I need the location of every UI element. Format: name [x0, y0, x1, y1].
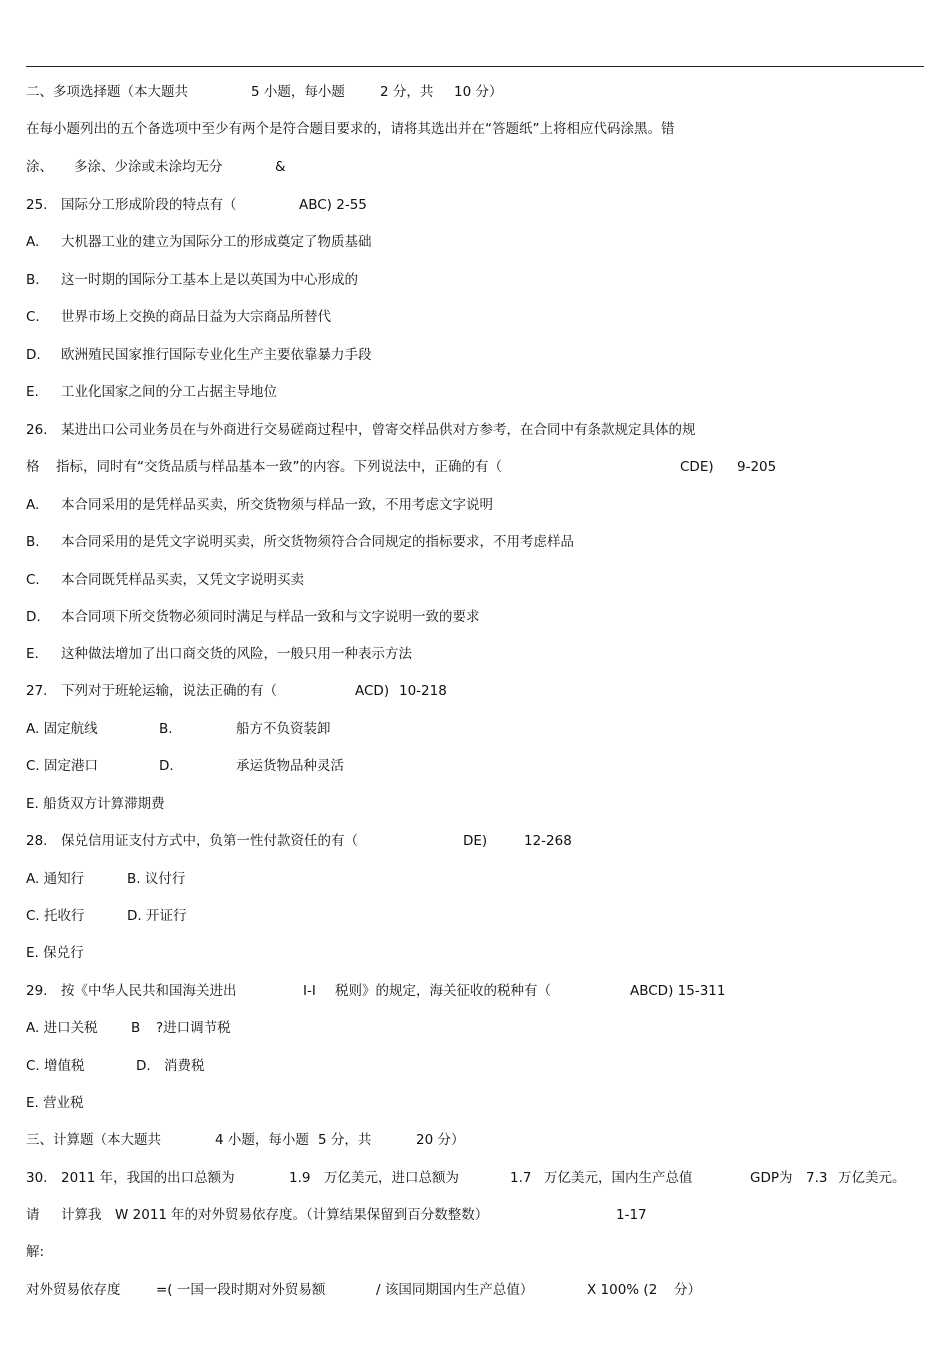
text-fragment: 这种做法增加了出口商交货的风险，一般只用一种表示方法 — [61, 646, 412, 662]
text-fragment: ABCD) 15-311 — [630, 983, 726, 999]
text-fragment: 下列对于班轮运输，说法正确的有（ — [61, 683, 277, 699]
text-fragment: 本合同项下所交货物必须同时满足与样品一致和与文字说明一致的要求 — [61, 609, 480, 625]
text-fragment: 年的对外贸易依存度。（计算结果保留到百分数整数） — [171, 1207, 489, 1223]
text-fragment: 30. — [26, 1170, 48, 1186]
text-fragment: X 100% (2 — [587, 1282, 658, 1298]
text-fragment: 请 — [26, 1207, 40, 1223]
text-fragment: ACD) — [355, 683, 390, 699]
text-fragment: 7.3 — [806, 1170, 828, 1186]
text-fragment: D. — [26, 609, 41, 625]
text-fragment: 承运货物品种灵活 — [236, 758, 344, 774]
text-fragment: C. 增值税 — [26, 1058, 85, 1074]
text-fragment: 10-218 — [399, 683, 447, 699]
text-fragment: B. — [26, 534, 40, 550]
text-fragment: 4 小题，每小题 — [215, 1132, 309, 1148]
text-fragment: 三、计算题（本大题共 — [26, 1132, 161, 1148]
text-fragment: ?进口调节税 — [156, 1020, 231, 1036]
text-fragment: D. — [136, 1058, 151, 1074]
text-fragment: 万亿美元。 — [838, 1170, 906, 1186]
text-fragment: 28. — [26, 833, 48, 849]
text-fragment: ABC) 2-55 — [299, 197, 367, 213]
text-fragment: E. 船货双方计算滞期费 — [26, 796, 165, 812]
text-fragment: DE) — [463, 833, 488, 849]
text-fragment: CDE) — [680, 459, 714, 475]
text-fragment: 本合同既凭样品买卖，又凭文字说明买卖 — [61, 572, 304, 588]
text-fragment: 消费税 — [164, 1058, 205, 1074]
text-fragment: I-I — [303, 983, 316, 999]
text-fragment: B. 议付行 — [127, 871, 186, 887]
text-fragment: 26. — [26, 422, 48, 438]
text-fragment: E. 保兑行 — [26, 945, 84, 961]
text-fragment: 大机器工业的建立为国际分工的形成奠定了物质基础 — [61, 234, 372, 250]
text-fragment: 工业化国家之间的分工占据主导地位 — [61, 384, 277, 400]
text-fragment: 分） — [674, 1282, 701, 1298]
text-fragment: 按《中华人民共和国海关进出 — [61, 983, 237, 999]
text-fragment: 计算我 — [61, 1207, 102, 1223]
text-fragment: E. — [26, 384, 39, 400]
text-fragment: A. 进口关税 — [26, 1020, 98, 1036]
text-fragment: 格 — [26, 459, 40, 475]
text-fragment: C. 托收行 — [26, 908, 85, 924]
text-fragment: C. — [26, 572, 40, 588]
text-fragment: A. 固定航线 — [26, 721, 98, 737]
text-fragment: 27. — [26, 683, 48, 699]
text-fragment: E. — [26, 646, 39, 662]
text-fragment: 2011 年，我国的出口总额为 — [61, 1170, 235, 1186]
top-horizontal-rule — [26, 66, 924, 67]
text-fragment: 1.9 — [289, 1170, 311, 1186]
text-fragment: A. — [26, 497, 40, 513]
text-fragment: & — [275, 159, 286, 175]
text-fragment: W 2011 — [115, 1207, 167, 1223]
text-fragment: / 该国同期国内生产总值） — [376, 1282, 534, 1298]
text-fragment: 1-17 — [616, 1207, 647, 1223]
text-fragment: B. — [159, 721, 173, 737]
text-fragment: D. 开证行 — [127, 908, 187, 924]
text-fragment: 船方不负资装卸 — [236, 721, 331, 737]
text-fragment: 某进出口公司业务员在与外商进行交易磋商过程中，曾寄交样品供对方参考，在合同中有条款规定具体的规 — [61, 422, 696, 438]
text-fragment: C. 固定港口 — [26, 758, 99, 774]
text-fragment: 世界市场上交换的商品日益为大宗商品所替代 — [61, 309, 331, 325]
text-fragment: B — [131, 1020, 141, 1036]
text-fragment: E. 营业税 — [26, 1095, 84, 1111]
text-fragment: 指标，同时有“交货品质与样品基本一致”的内容。下列说法中，正确的有（ — [56, 459, 502, 475]
text-fragment: 税则》的规定，海关征收的税种有（ — [335, 983, 551, 999]
text-fragment: A. — [26, 234, 40, 250]
text-fragment: 对外贸易依存度 — [26, 1282, 121, 1298]
text-fragment: 多涂、少涂或未涂均无分 — [74, 159, 223, 175]
text-fragment: 在每小题列出的五个备选项中至少有两个是符合题目要求的，请将其选出并在“答题纸”上将相应代码涂黑。错 — [26, 121, 675, 137]
text-fragment: 涂、 — [26, 159, 53, 175]
text-fragment: 国际分工形成阶段的特点有（ — [61, 197, 237, 213]
text-fragment: C. — [26, 309, 40, 325]
text-fragment: 10 分） — [454, 84, 503, 100]
text-fragment: 12-268 — [524, 833, 572, 849]
text-fragment: 29. — [26, 983, 48, 999]
text-fragment: D. — [159, 758, 174, 774]
text-fragment: 欧洲殖民国家推行国际专业化生产主要依靠暴力手段 — [61, 347, 372, 363]
text-fragment: 本合同采用的是凭文字说明买卖，所交货物须符合合同规定的指标要求，不用考虑样品 — [61, 534, 574, 550]
text-fragment: 这一时期的国际分工基本上是以英国为中心形成的 — [61, 272, 358, 288]
text-fragment: A. 通知行 — [26, 871, 85, 887]
text-fragment: 2 分，共 — [380, 84, 434, 100]
text-fragment: 万亿美元，进口总额为 — [324, 1170, 459, 1186]
text-fragment: 5 小题，每小题 — [251, 84, 345, 100]
text-fragment: =( 一国一段时期对外贸易额 — [156, 1282, 326, 1298]
text-fragment: 9-205 — [737, 459, 777, 475]
text-fragment: B. — [26, 272, 40, 288]
text-fragment: 本合同采用的是凭样品买卖，所交货物须与样品一致，不用考虑文字说明 — [61, 497, 493, 513]
text-fragment: 25. — [26, 197, 48, 213]
text-fragment: 保兑信用证支付方式中，负第一性付款资任的有（ — [61, 833, 358, 849]
text-fragment: 20 分） — [416, 1132, 465, 1148]
text-fragment: 5 分，共 — [318, 1132, 372, 1148]
text-fragment: 二、多项选择题（本大题共 — [26, 84, 188, 100]
text-fragment: 万亿美元，国内生产总值 — [544, 1170, 693, 1186]
text-fragment: 1.7 — [510, 1170, 532, 1186]
text-fragment: D. — [26, 347, 41, 363]
text-fragment: GDP为 — [750, 1170, 793, 1186]
text-fragment: 解: — [26, 1244, 45, 1260]
